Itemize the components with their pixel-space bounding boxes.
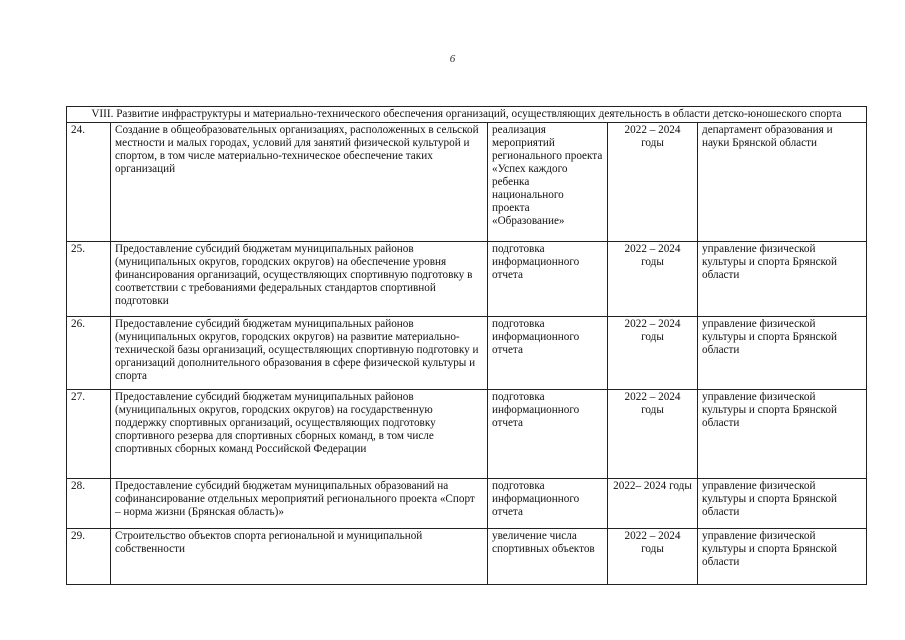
period-cell: 2022 – 2024 годы bbox=[608, 123, 698, 242]
responsible-cell: управление физической культуры и спорта Брянской области bbox=[698, 479, 867, 529]
result-cell: подготовка информационного отчета bbox=[488, 242, 608, 317]
period-cell: 2022 – 2024 годы bbox=[608, 529, 698, 585]
table-row bbox=[67, 479, 867, 529]
responsible-cell: управление физической культуры и спорта Брянской области bbox=[698, 242, 867, 317]
table-row bbox=[67, 123, 867, 242]
activity-cell: Предоставление субсидий бюджетам муниципальных районов (муниципальных округов, городских округов) на развитие материально-технической базы организаций, осуществляющих спортивную подготовку и организаций дополнительного образования в сфере физической культуры и спорта bbox=[111, 317, 488, 390]
result-cell: подготовка информационного отчета bbox=[488, 390, 608, 479]
activity-cell: Предоставление субсидий бюджетам муниципальных районов (муниципальных округов, городских округов) на обеспечение уровня финансирования организаций, осуществляющих спортивную подготовку в соответствии с требованиями федеральных стандартов спортивной подготовки bbox=[111, 242, 488, 317]
row-number: 28. bbox=[67, 479, 111, 529]
row-number: 25. bbox=[67, 242, 111, 317]
section-title: VIII. Развитие инфраструктуры и материально-технического обеспечения организаций, осуществляющих деятельность в области детско-юношеского спорта bbox=[67, 107, 867, 123]
period-cell: 2022– 2024 годы bbox=[608, 479, 698, 529]
responsible-cell: управление физической культуры и спорта Брянской области bbox=[698, 390, 867, 479]
activity-plan-table bbox=[66, 106, 867, 585]
table-row bbox=[67, 529, 867, 585]
responsible-cell: управление физической культуры и спорта Брянской области bbox=[698, 317, 867, 390]
section-header-row bbox=[67, 107, 867, 123]
period-cell: 2022 – 2024 годы bbox=[608, 242, 698, 317]
table-row bbox=[67, 242, 867, 317]
row-number: 27. bbox=[67, 390, 111, 479]
activity-cell: Предоставление субсидий бюджетам муниципальных районов (муниципальных округов, городских округов) на государственную поддержку спортивных организаций, осуществляющих подготовку спортивного резерва для спортивных сборных команд, в том числе спортивных сборных команд Российской Федерации bbox=[111, 390, 488, 479]
result-cell: реализация мероприятий регионального проекта «Успех каждого ребенка национального проекта «Образование» bbox=[488, 123, 608, 242]
row-number: 24. bbox=[67, 123, 111, 242]
table-row bbox=[67, 317, 867, 390]
result-cell: увеличение числа спортивных объектов bbox=[488, 529, 608, 585]
row-number: 26. bbox=[67, 317, 111, 390]
responsible-cell: департамент образования и науки Брянской области bbox=[698, 123, 867, 242]
activity-cell: Строительство объектов спорта региональной и муниципальной собственности bbox=[111, 529, 488, 585]
responsible-cell: управление физической культуры и спорта Брянской области bbox=[698, 529, 867, 585]
result-cell: подготовка информационного отчета bbox=[488, 479, 608, 529]
activity-cell: Предоставление субсидий бюджетам муниципальных образований на софинансирование отдельных мероприятий регионального проекта «Спорт – норма жизни (Брянская область)» bbox=[111, 479, 488, 529]
activity-cell: Создание в общеобразовательных организациях, расположенных в сельской местности и малых городах, условий для занятий физической культурой и спортом, в том числе материально-техническое обеспечение таких организаций bbox=[111, 123, 488, 242]
page-number: 6 bbox=[449, 53, 456, 65]
period-cell: 2022 – 2024 годы bbox=[608, 390, 698, 479]
period-cell: 2022 – 2024 годы bbox=[608, 317, 698, 390]
result-cell: подготовка информационного отчета bbox=[488, 317, 608, 390]
row-number: 29. bbox=[67, 529, 111, 585]
table-row bbox=[67, 390, 867, 479]
